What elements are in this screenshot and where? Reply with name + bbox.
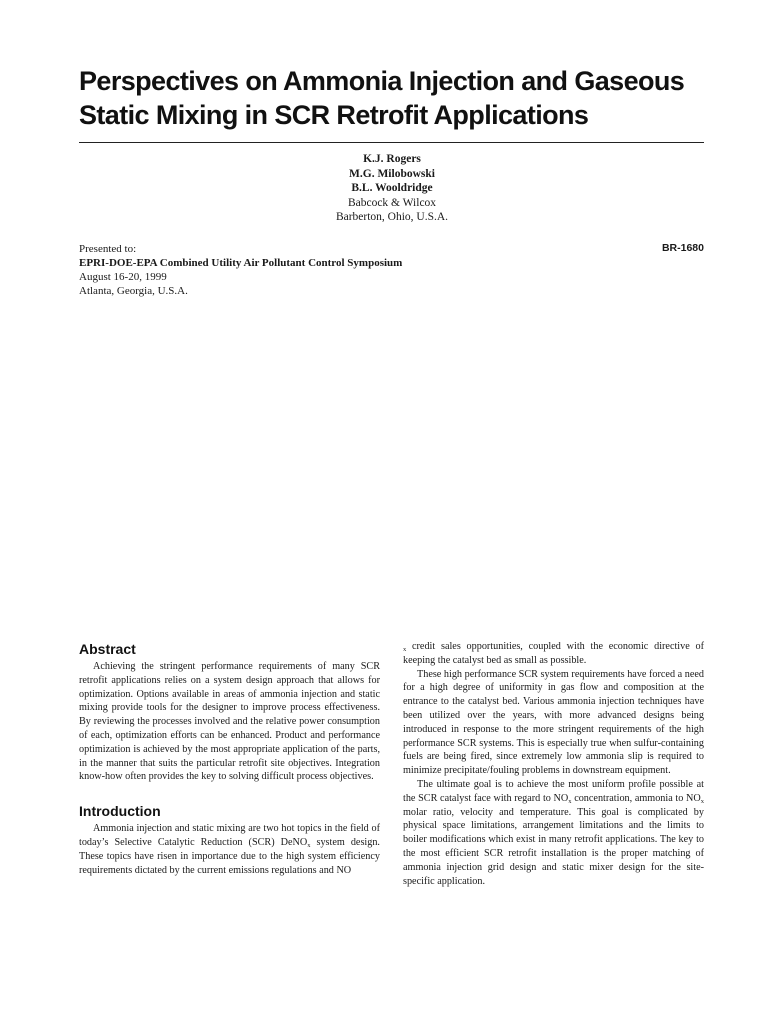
intro-text: Ammonia injection and static mixing are two hot topics in the field of today’s Selective Catalytic Reduction (SCR) DeNO [79, 823, 380, 848]
subscript: x [568, 797, 572, 805]
affiliation: Babcock & Wilcox [347, 196, 437, 209]
intro-text: molar ratio, velocity and temperature. This goal is complicated by physical space limitations, arrangement limitations and the limits to boiler modifications which exist in many retrofit applications. The key to the most efficient SCR retrofit installation is the proper matching of ammonia injection grid design and static mixer design for the site-specific application. [403, 806, 704, 887]
author-name: K.J. Rogers [363, 153, 421, 165]
author-name: B.L. Wooldridge [351, 182, 433, 194]
conference-dates: August 16-20, 1999 [79, 271, 167, 283]
document-code: BR-1680 [661, 242, 704, 254]
intro-text: The ultimate goal is to achieve the most uniform profile possible at the SCR catalyst face with regard to NO [403, 778, 704, 804]
intro-paragraph-1 [79, 822, 380, 877]
presented-label: Presented to: [79, 243, 137, 255]
intro-text: concentration, ammonia to NO [571, 792, 701, 804]
abstract-text: Achieving the stringent performance requirements of many SCR retrofit applications relies on a system design approach that allows for optimization. Options available in areas of ammonia injection and static mixing provide tools for the designer to improve process effectiveness. By reviewing the processes involved and the relative power consumption of each, optimization efforts can be enhanced. Product and performance optimization is achieved by the most appropriate application of the parts, in the manner that suits the particular retrofit site objectives. Integration know-how often provides the key to solving difficult process objectives. [79, 661, 380, 783]
intro-text: credit sales opportunities, coupled with the economic directive of keeping the catalyst bed as small as possible. [403, 641, 704, 666]
conference-place: Atlanta, Georgia, U.S.A. [79, 285, 188, 297]
paper-title: Perspectives on Ammonia Injection and Gaseous Static Mixing in SCR Retrofit Applications [79, 66, 685, 130]
author-block [240, 152, 544, 225]
subscript: x [403, 646, 407, 653]
title-rule [79, 142, 704, 143]
conference-name: EPRI-DOE-EPA Combined Utility Air Pollutant Control Symposium [79, 257, 403, 269]
intro-paragraph-3 [403, 778, 704, 888]
presented-block [79, 242, 409, 298]
author-name: M.G. Milobowski [349, 167, 435, 180]
intro-paragraph-2: These high performance SCR system requirements have forced a need for a high degree of uniformity in gas flow and composition at the entrance to the catalyst bed. Various ammonia injection techniques have been utilized over the years, with more advanced designs being introduced in response to the more stringent requirements of the high performance SCR systems. This is especially true when sulfur-containing fuels are being fired, since extremely low ammonia slip is required to minimize precipitate/fouling problems in downstream equipment. [403, 668, 704, 777]
left-column [79, 640, 380, 877]
intro-text: system design. These topics have risen in importance due to the high system efficiency requirements dictated by the current emissions regulations and NO [79, 836, 380, 876]
subscript: x [307, 841, 311, 849]
intro-paragraph-1-continued [403, 640, 704, 668]
right-column [403, 640, 704, 888]
introduction-heading: Introduction [79, 803, 161, 820]
author-location: Barberton, Ohio, U.S.A. [335, 211, 449, 223]
abstract-heading: Abstract [79, 641, 136, 657]
subscript: x [700, 797, 704, 805]
